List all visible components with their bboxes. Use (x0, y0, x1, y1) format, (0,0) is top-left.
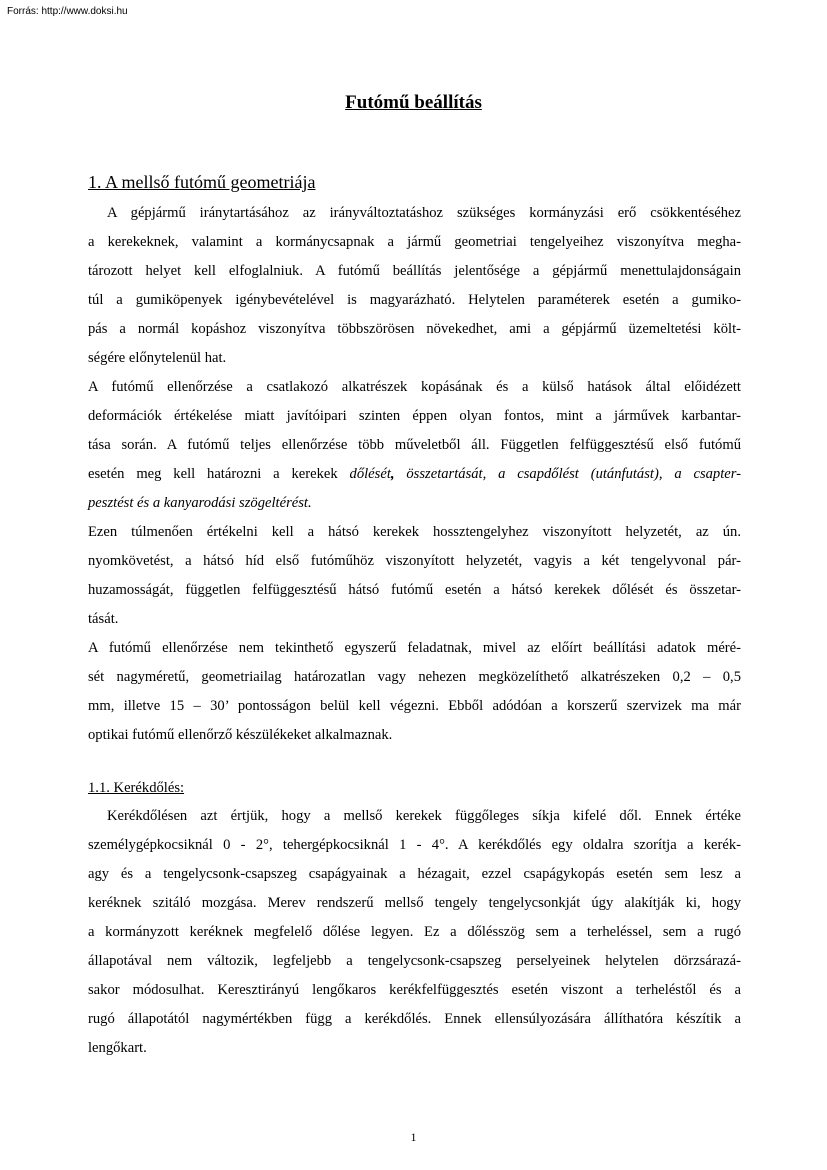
text-line: A gépjármű iránytartásához az irányváltoztatáshoz szükséges kormányzási erő csökkentéséhez (107, 205, 741, 221)
text-line: állapotával nem változik, legfeljebb a tengelycsonk-csapszeg perselyeinek helytelen dörzsárazá- (88, 953, 741, 969)
text-line: sakor módosulhat. Keresztirányú lengőkaros kerékfelfüggesztés esetén viszont a terheléstől és a (88, 982, 741, 998)
page-number: 1 (410, 1130, 417, 1144)
text-line: sét nagyméretű, geometriailag határozatlan vagy nehezen megközelíthető alkatrészeken 0,2 – 0,5 (88, 669, 741, 685)
text-segment: esetén meg kell határozni a kerekek (88, 466, 350, 482)
text-line: személygépkocsiknál 0 - 2°, tehergépkocsiknál 1 - 4°. A kerékdőlés egy oldalra szorítja a kerék- (88, 837, 741, 853)
text-line: huzamosságát, független felfüggesztésű hátsó futómű esetén a hátsó kerekek dőlését és összetar- (88, 582, 741, 598)
text-line: rugó állapotától nagymértékben függ a kerékdőlés. Ennek ellensúlyozására állíthatóra készítik a (88, 1011, 741, 1027)
text-line: deformációk értékelése miatt javítóipari szinten éppen olyan fontos, mint a járművek karbantar- (88, 408, 741, 424)
text-line (88, 460, 741, 489)
page-title: Futómű beállítás (345, 92, 482, 113)
text-line: A futómű ellenőrzése nem tekinthető egyszerű feladatnak, mivel az előírt beállítási adatok méré- (88, 640, 741, 656)
text-line: optikai futómű ellenőrző készülékeket alkalmaznak. (88, 727, 393, 743)
italic-term: összetartását, a csapdőlést (utánfutást), a csapter- (394, 466, 741, 482)
text-line: Ezen túlmenően értékelni kell a hátsó kerekek hossztengelyhez viszonyított helyzetét, az ún. (88, 524, 741, 540)
text-line: pás a normál kopáshoz viszonyítva többszörösen növekedhet, ami a gépjármű üzemeltetési költ- (88, 321, 741, 337)
section-heading-1-1: 1.1. Kerékdőlés: (88, 780, 185, 796)
text-line (88, 489, 741, 518)
paragraph-1 (88, 199, 741, 373)
text-line: agy és a tengelycsonk-csapszeg csapágyainak a hézagait, ezzel csapágykopás esetén sem lesz a (88, 866, 741, 882)
paragraph-5 (88, 802, 741, 1063)
text-line: a kormányzott keréknek megfelelő dőlése legyen. Ez a dőlésszög sem a terheléssel, sem a rugó (88, 924, 741, 940)
italic-term: pesztést és a kanyarodási szögeltérést. (88, 495, 312, 511)
text-line: tása során. A futómű teljes ellenőrzése több műveletből áll. Független felfüggesztésű első futómű (88, 437, 741, 453)
paragraph-4 (88, 634, 741, 750)
section-heading-1: 1. A mellső futómű geometriája (88, 172, 316, 192)
text-line: lengőkart. (88, 1040, 147, 1056)
paragraph-2 (88, 373, 741, 518)
text-line: Kerékdőlésen azt értjük, hogy a mellső kerekek függőleges síkja kifelé dől. Ennek értéke (107, 808, 741, 824)
text-line: tását. (88, 611, 119, 627)
italic-comma: , (390, 466, 395, 482)
text-line: nyomkövetést, a hátsó híd első futóműhöz viszonyított helyzetét, vagyis a két tengelyvonal pár- (88, 553, 741, 569)
paragraph-3 (88, 518, 741, 634)
source-url: Forrás: http://www.doksi.hu (7, 6, 128, 17)
text-line: mm, illetve 15 – 30’ pontosságon belül kell végezni. Ebből adódóan a korszerű szervizek ma már (88, 698, 741, 714)
text-line: ségére előnytelenül hat. (88, 350, 227, 366)
text-line: keréknek szitáló mozgása. Merev rendszerű mellső tengely tengelycsonkját úgy alakítják ki, hogy (88, 895, 741, 911)
text-line: a kerekeknek, valamint a kormánycsapnak a jármű geometriai tengelyeihez viszonyítva megha- (88, 234, 741, 250)
text-line: tározott helyet kell elfoglalniuk. A futómű beállítás jelentősége a gépjármű menettulajdonságain (88, 263, 741, 279)
italic-term: dőlését (349, 466, 391, 482)
text-line: A futómű ellenőrzése a csatlakozó alkatrészek kopásának és a külső hatások által előidézett (88, 379, 741, 395)
text-line: túl a gumiköpenyek igénybevételével is magyarázható. Helytelen paraméterek esetén a gumiko- (88, 292, 741, 308)
